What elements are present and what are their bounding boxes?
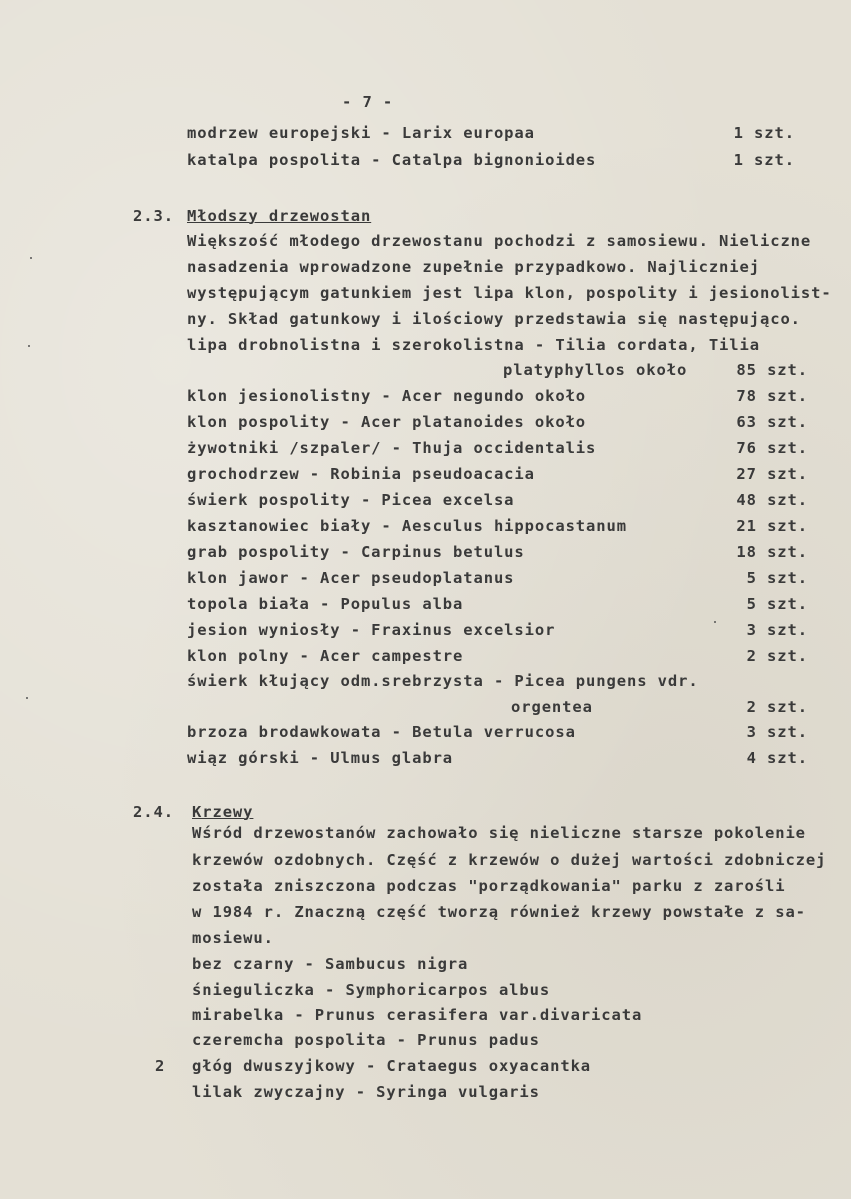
- species-qty: 5 szt.: [746, 595, 808, 613]
- page-number: - 7 -: [342, 93, 394, 111]
- scan-speck: [28, 345, 30, 347]
- shrub-item: mirabelka - Prunus cerasifera var.divaricata: [192, 1006, 643, 1024]
- shrub-item: bez czarny - Sambucus nigra: [192, 955, 469, 973]
- species-name: klon polny - Acer campestre: [187, 647, 464, 665]
- paragraph-line: krzewów ozdobnych. Część z krzewów o dużej wartości zdobniczej: [192, 851, 827, 869]
- species-qty: 3 szt.: [746, 621, 808, 639]
- top-item-qty: 1 szt.: [733, 124, 795, 142]
- species-name: klon pospolity - Acer platanoides około: [187, 413, 587, 431]
- species-name: platyphyllos około: [503, 361, 688, 379]
- paragraph-line: nasadzenia wprowadzone zupełnie przypadkowo. Najliczniej: [187, 258, 760, 276]
- section-title: Młodszy drzewostan: [187, 207, 372, 225]
- paragraph-line: występującym gatunkiem jest lipa klon, pospolity i jesionolist-: [187, 284, 832, 302]
- section-number: 2.4.: [133, 803, 174, 821]
- shrub-item: głóg dwuszyjkowy - Crataegus oxyacantka: [192, 1057, 592, 1075]
- species-name: grochodrzew - Robinia pseudoacacia: [187, 465, 535, 483]
- shrub-item: czeremcha pospolita - Prunus padus: [192, 1031, 540, 1049]
- species-qty: 4 szt.: [746, 749, 808, 767]
- species-qty: 21 szt.: [736, 517, 808, 535]
- species-qty: 63 szt.: [736, 413, 808, 431]
- paragraph-line: Wśród drzewostanów zachowało się nieliczne starsze pokolenie: [192, 824, 806, 842]
- top-item-name: modrzew europejski - Larix europaa: [187, 124, 535, 142]
- paragraph-line: w 1984 r. Znaczną część tworzą również krzewy powstałe z sa-: [192, 903, 806, 921]
- top-item-name: katalpa pospolita - Catalpa bignonioides: [187, 151, 597, 169]
- paragraph-line: Większość młodego drzewostanu pochodzi z samosiewu. Nieliczne: [187, 232, 812, 250]
- scan-speck: [30, 257, 32, 259]
- section-title: Krzewy: [192, 803, 254, 821]
- scan-speck: [26, 697, 28, 699]
- paragraph-line: mosiewu.: [192, 929, 274, 947]
- species-qty: 2 szt.: [746, 698, 808, 716]
- species-name: grab pospolity - Carpinus betulus: [187, 543, 525, 561]
- species-name: świerk pospolity - Picea excelsa: [187, 491, 515, 509]
- species-name: klon jawor - Acer pseudoplatanus: [187, 569, 515, 587]
- species-name: lipa drobnolistna i szerokolistna - Tilia cordata, Tilia: [187, 336, 760, 354]
- species-name: wiąz górski - Ulmus glabra: [187, 749, 454, 767]
- species-qty: 48 szt.: [736, 491, 808, 509]
- species-qty: 27 szt.: [736, 465, 808, 483]
- species-name: brzoza brodawkowata - Betula verrucosa: [187, 723, 576, 741]
- species-qty: 18 szt.: [736, 543, 808, 561]
- paragraph-line: ny. Skład gatunkowy i ilościowy przedstawia się następująco.: [187, 310, 801, 328]
- species-qty: 2 szt.: [746, 647, 808, 665]
- species-name: topola biała - Populus alba: [187, 595, 464, 613]
- species-name: jesion wyniosły - Fraxinus excelsior: [187, 621, 556, 639]
- species-name: orgentea: [511, 698, 593, 716]
- species-qty: 5 szt.: [746, 569, 808, 587]
- scan-speck: [714, 621, 716, 623]
- paragraph-line: została zniszczona podczas "porządkowania" parku z zarośli: [192, 877, 786, 895]
- margin-marker: 2: [155, 1057, 166, 1075]
- shrub-item: śnieguliczka - Symphoricarpos albus: [192, 981, 551, 999]
- section-number: 2.3.: [133, 207, 174, 225]
- species-name: żywotniki /szpaler/ - Thuja occidentalis: [187, 439, 597, 457]
- top-item-qty: 1 szt.: [733, 151, 795, 169]
- species-qty: 85 szt.: [736, 361, 808, 379]
- species-name: klon jesionolistny - Acer negundo około: [187, 387, 587, 405]
- species-qty: 3 szt.: [746, 723, 808, 741]
- species-name: świerk kłujący odm.srebrzysta - Picea pungens vdr.: [187, 672, 699, 690]
- species-qty: 78 szt.: [736, 387, 808, 405]
- shrub-item: lilak zwyczajny - Syringa vulgaris: [192, 1083, 540, 1101]
- species-name: kasztanowiec biały - Aesculus hippocastanum: [187, 517, 627, 535]
- species-qty: 76 szt.: [736, 439, 808, 457]
